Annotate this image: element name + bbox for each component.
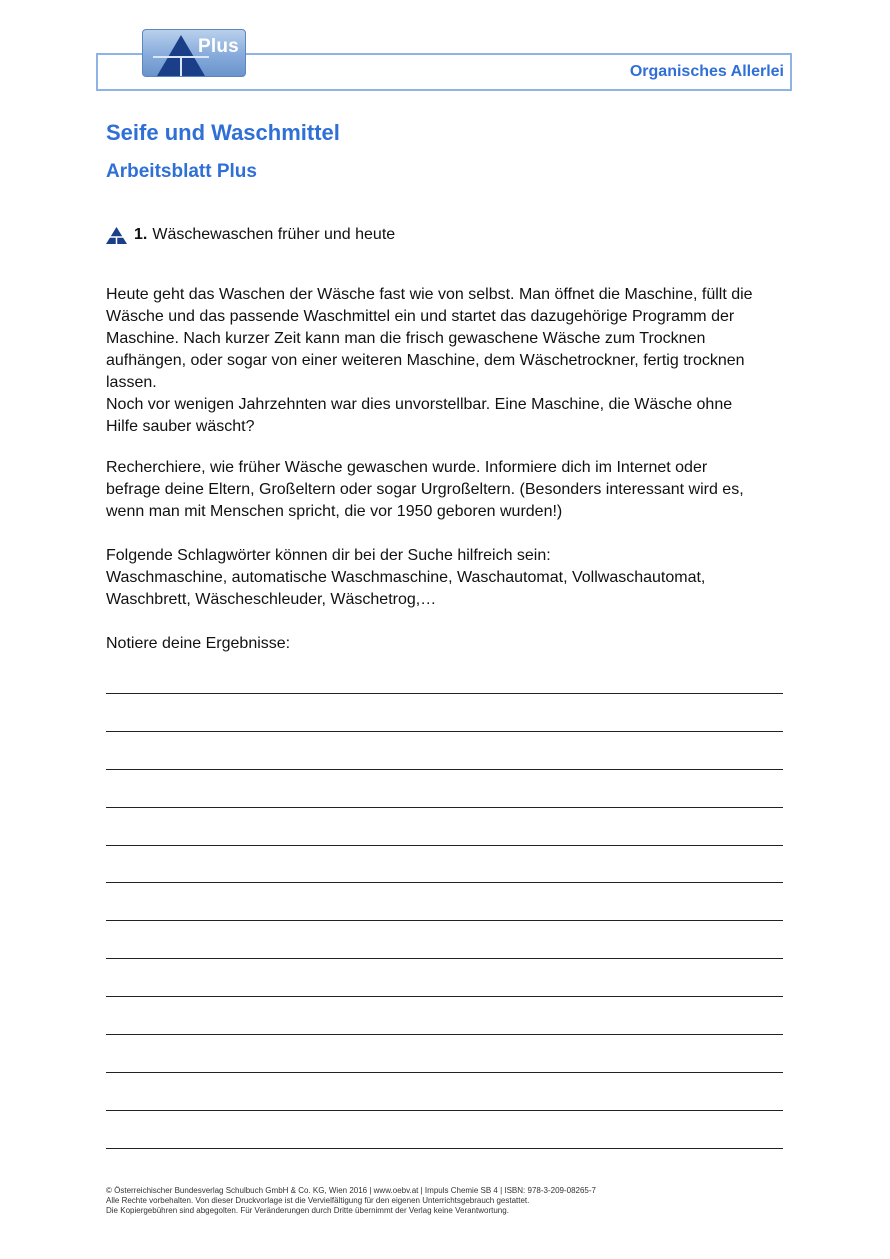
text-line: Heute geht das Waschen der Wäsche fast wie von selbst. Man öffnet die Maschine, füllt die (106, 286, 753, 303)
text-line: Wäsche und das passende Waschmittel ein und startet das dazugehörige Programm der (106, 308, 735, 325)
text-line: Hilfe sauber wäscht? (106, 418, 255, 435)
text-line: wenn man mit Menschen spricht, die vor 1950 geboren wurden!) (106, 503, 563, 520)
answer-line[interactable] (106, 1035, 783, 1073)
page-title: Seife und Waschmittel (106, 120, 340, 145)
paragraph-keywords (106, 545, 796, 611)
answer-line[interactable] (106, 846, 783, 884)
plus-logo (142, 29, 246, 77)
text-line: Waschbrett, Wäscheschleuder, Wäschetrog,… (106, 591, 437, 608)
answer-line[interactable] (106, 997, 783, 1035)
pyramid-icon (106, 227, 127, 244)
answer-line[interactable] (106, 883, 783, 921)
answer-lines (106, 693, 783, 1149)
task-label: Wäschewaschen früher und heute (152, 226, 396, 243)
text-line: Notiere deine Ergebnisse: (106, 635, 291, 652)
text-line: Recherchiere, wie früher Wäsche gewaschen wurde. Informiere dich im Internet oder (106, 459, 708, 476)
footer (106, 1186, 596, 1216)
text-line: aufhängen, oder sogar von einer weiteren Maschine, dem Wäschetrockner, fertig trocknen (106, 352, 745, 369)
paragraph-intro (106, 284, 796, 438)
text-line: lassen. (106, 374, 157, 391)
paragraph-research (106, 457, 796, 523)
paragraph-notes (106, 633, 796, 655)
answer-line[interactable] (106, 770, 783, 808)
footer-liability: Die Kopiergebühren sind abgegolten. Für Veränderungen durch Dritte übernimmt der Verlag keine Verantwortung. (106, 1206, 509, 1215)
text-line: Maschine. Nach kurzer Zeit kann man die frisch gewaschene Wäsche zum Trocknen (106, 330, 706, 347)
answer-line[interactable] (106, 1111, 783, 1149)
task-number: 1. (134, 226, 148, 243)
answer-line[interactable] (106, 732, 783, 770)
footer-rights: Alle Rechte vorbehalten. Von dieser Druckvorlage ist die Vervielfältigung für den eigenen Unterrichtsgebrauch gestattet. (106, 1196, 530, 1205)
answer-line[interactable] (106, 1073, 783, 1111)
answer-line[interactable] (106, 921, 783, 959)
logo-text: Plus (198, 36, 239, 57)
answer-line[interactable] (106, 808, 783, 846)
text-line: Noch vor wenigen Jahrzehnten war dies unvorstellbar. Eine Maschine, die Wäsche ohne (106, 396, 733, 413)
page-subtitle: Arbeitsblatt Plus (106, 161, 257, 182)
answer-line[interactable] (106, 694, 783, 732)
task-heading (106, 226, 395, 244)
text-line: befrage deine Eltern, Großeltern oder sogar Urgroßeltern. (Besonders interessant wird es, (106, 481, 744, 498)
text-line: Waschmaschine, automatische Waschmaschine, Waschautomat, Vollwaschautomat, (106, 569, 706, 586)
answer-line[interactable] (106, 959, 783, 997)
text-line: Folgende Schlagwörter können dir bei der Suche hilfreich sein: (106, 547, 551, 564)
footer-copyright: © Österreichischer Bundesverlag Schulbuch GmbH & Co. KG, Wien 2016 | www.oebv.at | Impuls Chemie SB 4 | ISBN: 978-3-209-08265-7 (106, 1186, 596, 1195)
section-title: Organisches Allerlei (629, 63, 784, 80)
